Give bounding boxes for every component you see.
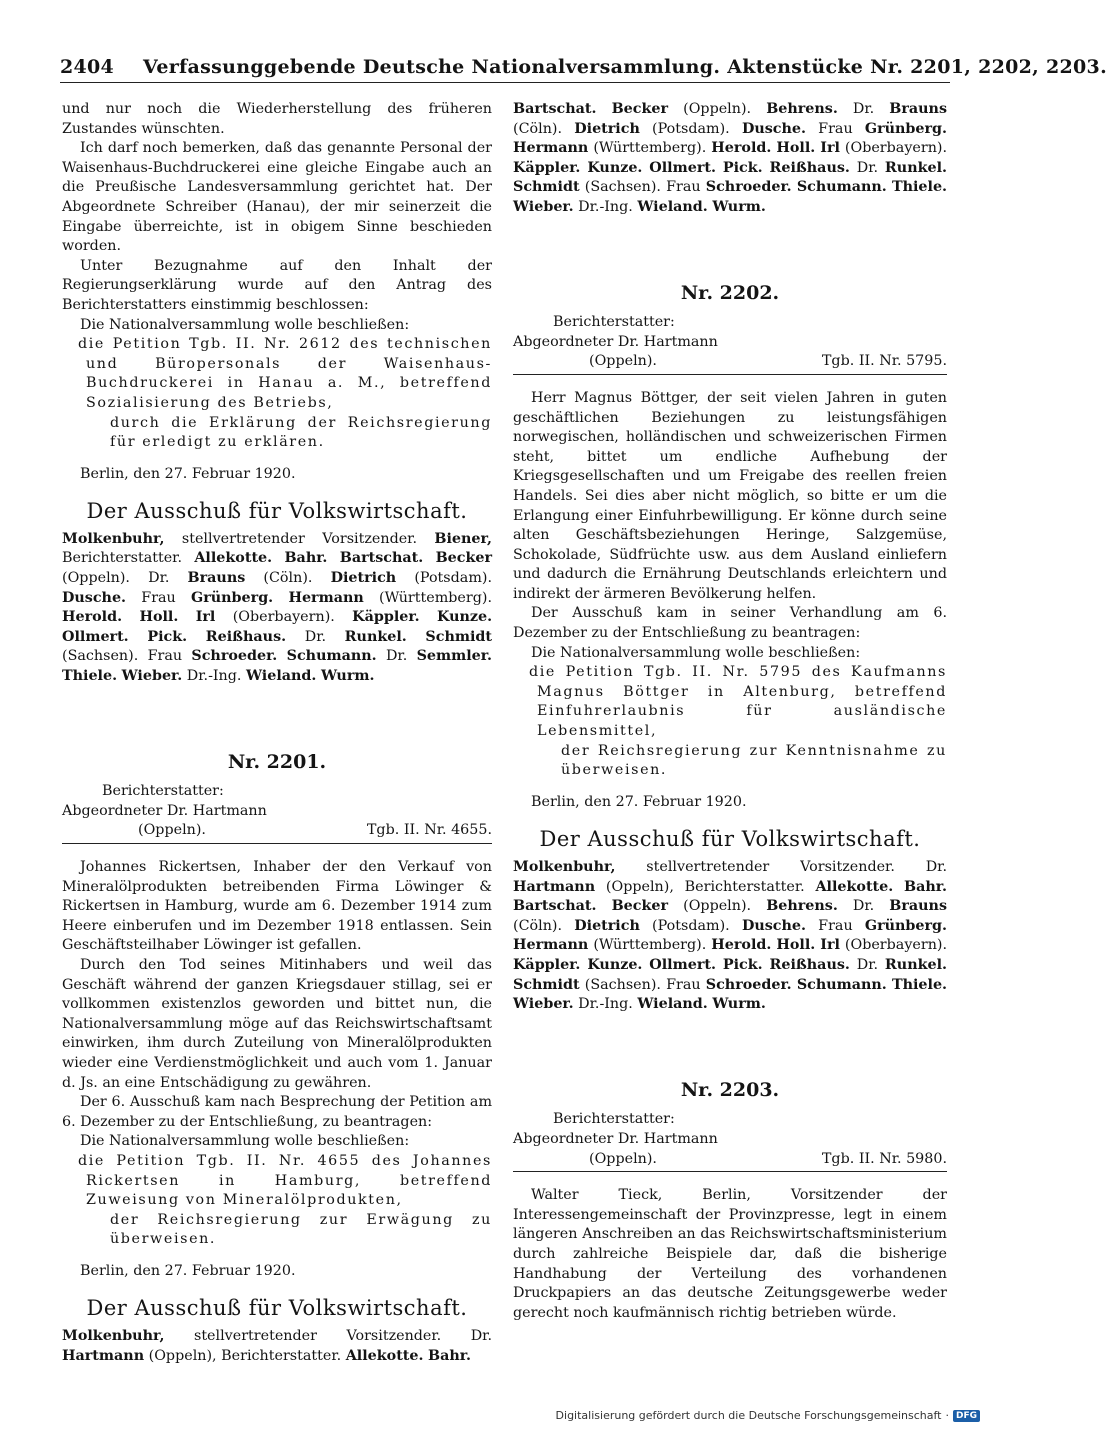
date-line: Berlin, den 27. Februar 1920. (531, 793, 747, 810)
document-number: Nr. 2201. (227, 750, 327, 773)
reporter-place: (Oppeln). (138, 822, 206, 839)
right-column (513, 100, 947, 1323)
paragraph: Unter Bezugnahme auf den Inhalt der Regierungserklärung wurde auf den Antrag des Berichterstatters einstimmig beschlossen: (62, 257, 492, 313)
page-title: Verfassunggebende Deutsche Nationalversammlung. Aktenstücke Nr. 2201, 2202, 2203. (143, 56, 1107, 78)
reporter-label: Berichterstatter: (102, 783, 224, 800)
reporter-label: Berichterstatter: (553, 314, 675, 331)
reporter-line (62, 821, 492, 844)
reporter-name: Abgeordneter Dr. Hartmann (513, 333, 718, 350)
paragraph: Der 6. Ausschuß kam nach Besprechung der Petition am 6. Dezember zu der Entschließung, zu beantragen: (62, 1094, 492, 1130)
resolution-intro: Die Nationalversammlung wolle beschließen: (531, 644, 861, 661)
resolution-text: die Petition Tgb. II. Nr. 2612 des technischen und Büropersonals der Waisenhaus-Buchdruckerei in Hanau a. M., betreffend Sozialisierung des Betriebs, (78, 336, 492, 411)
paragraph: Ich darf noch bemerken, daß das genannte Personal der Waisenhaus-Buchdruckerei eine gleiche Eingabe auch an die Preußische Landesversammlung gerichtet hat. Der Abgeordnete Schreiber (Hanau), der mir seinerzeit die Eingabe überreichte, ist in obigem Sinne beschieden worden. (62, 140, 492, 255)
paragraph: und nur noch die Wiederherstellung des früheren Zustandes wünschten. (62, 101, 492, 137)
resolution-text: die Petition Tgb. II. Nr. 4655 des Johannes Rickertsen in Hamburg, betreffend Zuweisung von Mineralölprodukten, (78, 1152, 492, 1209)
reporter-place: (Oppeln). (589, 1150, 657, 1167)
resolution-end: der Reichsregierung zur Kenntnisnahme zu überweisen. (561, 742, 947, 779)
journal-reference: Tgb. II. Nr. 5980. (821, 1150, 947, 1167)
footer-text: Digitalisierung gefördert durch die Deutsche Forschungsgemeinschaft (555, 1409, 942, 1422)
committee-members: Bartschat. Becker (Oppeln). Behrens. Dr. Brauns (Cöln). Dietrich (Potsdam). Dusche. Frau Grünberg. Hermann (Württemberg). Herold. Holl. Irl (Oberbayern). Käppler. Kunze. Ollmert. Pick. Reißhaus. Dr. Runkel. Schmidt (Sachsen). Frau Schroeder. Schumann. Thiele. Wieber. Dr.-Ing. Wieland. Wurm. (513, 101, 948, 215)
reporter-line (513, 352, 947, 375)
date-line: Berlin, den 27. Februar 1920. (80, 1262, 296, 1279)
page-header (60, 56, 1107, 83)
document-number: Nr. 2203. (680, 1078, 780, 1101)
resolution-end: durch die Erklärung der Reichsregierung für erledigt zu erklären. (110, 414, 492, 451)
reporter-label: Berichterstatter: (553, 1111, 675, 1128)
resolution-text: die Petition Tgb. II. Nr. 5795 des Kaufmanns Magnus Böttger in Altenburg, betreffend Einfuhrerlaubnis für ausländische Lebensmittel, (529, 664, 947, 740)
reporter-line (513, 1150, 947, 1173)
resolution-intro: Die Nationalversammlung wolle beschließen: (80, 1133, 410, 1150)
paragraph: Johannes Rickertsen, Inhaber der den Verkauf von Mineralölprodukten betreibenden Firma Löwinger & Rickertsen in Hamburg, wurde am 6. Dezember 1914 zum Heere einberufen und im Dezember 1918 entlassen. Sein Geschäftsteilhaber Löwinger ist gefallen. (62, 859, 492, 954)
reporter-place: (Oppeln). (589, 353, 657, 370)
paragraph: Durch den Tod seines Mitinhabers und weil das Geschäft während der ganzen Kriegsdauer stillag, sei er vollkommen existenzlos geworden und bittet nun, die Nationalversammlung möge auf das Reichswirtschaftsamt einwirken, ihm durch Zuteilung von Mineralölprodukten wieder eine Verdienstmöglichkeit und auch vom 1. Januar d. Js. an eine Entschädigung zu gewähren. (62, 956, 492, 1091)
paragraph: Herr Magnus Böttger, der seit vielen Jahren in guten geschäftlichen Beziehungen zu leistungsfähigen norwegischen, holländischen und schweizerischen Firmen steht, bittet um endliche Aufhebung der Kriegsgesellschaften und um Freigabe des reellen freien Handels. Sei dies aber nicht möglich, so bitte er um die Erlangung einer Einfuhrbewilligung. Er könne durch seine alten Geschäftsbeziehungen Heringe, Salzgemüse, Schokolade, Südfrüchte usw. aus dem Ausland einliefern und dadurch die Ernährung Deutschlands erleichtern und indirekt der ärmeren Bevölkerung helfen. (513, 389, 947, 602)
resolution-end: der Reichsregierung zur Erwägung zu überweisen. (110, 1211, 492, 1248)
committee-title: Der Ausschuß für Volkswirtschaft. (539, 827, 921, 852)
paragraph: Walter Tieck, Berlin, Vorsitzender der Interessengemeinschaft der Provinzpresse, legt in einem längeren Anschreiben an das Reichswirtschaftsministerium durch zahlreiche Beispiele dar, daß die bisherige Handhabung der Verteilung des vorhandenen Druckpapiers an das deutsche Zeitungsgewerbe weder gerecht noch kaufmännisch richtig betrieben würde. (513, 1187, 947, 1321)
journal-reference: Tgb. II. Nr. 4655. (366, 822, 492, 839)
committee-members: Molkenbuhr, stellvertretender Vorsitzender. Dr. Hartmann (Oppeln), Berichterstatter. Allekotte. Bahr. Bartschat. Becker (Oppeln). Behrens. Dr. Brauns (Cöln). Dietrich (Potsdam). Dusche. Frau Grünberg. Hermann (Württemberg). Herold. Holl. Irl (Oberbayern). Käppler. Kunze. Ollmert. Pick. Reißhaus. Dr. Runkel. Schmidt (Sachsen). Frau Schroeder. Schumann. Thiele. Wieber. Dr.-Ing. Wieland. Wurm. (513, 859, 948, 1013)
committee-members: Molkenbuhr, stellvertretender Vorsitzender. Dr. Hartmann (Oppeln), Berichterstatter. Allekotte. Bahr. (62, 1328, 492, 1364)
left-column (62, 100, 492, 1366)
date-line: Berlin, den 27. Februar 1920. (80, 465, 296, 482)
committee-title: Der Ausschuß für Volkswirtschaft. (86, 499, 468, 524)
resolution-intro: Die Nationalversammlung wolle beschließen: (80, 316, 410, 333)
page-number: 2404 (60, 56, 115, 78)
reporter-name: Abgeordneter Dr. Hartmann (62, 802, 267, 819)
dfg-logo-icon: DFG (953, 1410, 980, 1422)
committee-members: Molkenbuhr, stellvertretender Vorsitzender. Biener, Berichterstatter. Allekotte. Bahr. Bartschat. Becker (Oppeln). Dr. Brauns (Cöln). Dietrich (Potsdam). Dusche. Frau Grünberg. Hermann (Württemberg). Herold. Holl. Irl (Oberbayern). Käppler. Kunze. Ollmert. Pick. Reißhaus. Dr. Runkel. Schmidt (Sachsen). Frau Schroeder. Schumann. Dr. Semmler. Thiele. Wieber. Dr.-Ing. Wieland. Wurm. (62, 530, 493, 685)
document-number: Nr. 2202. (680, 281, 780, 304)
journal-reference: Tgb. II. Nr. 5795. (821, 353, 947, 370)
digitization-footer: Digitalisierung gefördert durch die Deutsche Forschungsgemeinschaft · DFG (556, 1409, 980, 1422)
reporter-name: Abgeordneter Dr. Hartmann (513, 1130, 718, 1147)
committee-title: Der Ausschuß für Volkswirtschaft. (86, 1296, 468, 1321)
paragraph: Der Ausschuß kam in seiner Verhandlung am 6. Dezember zu der Entschließung zu beantragen: (513, 605, 947, 642)
